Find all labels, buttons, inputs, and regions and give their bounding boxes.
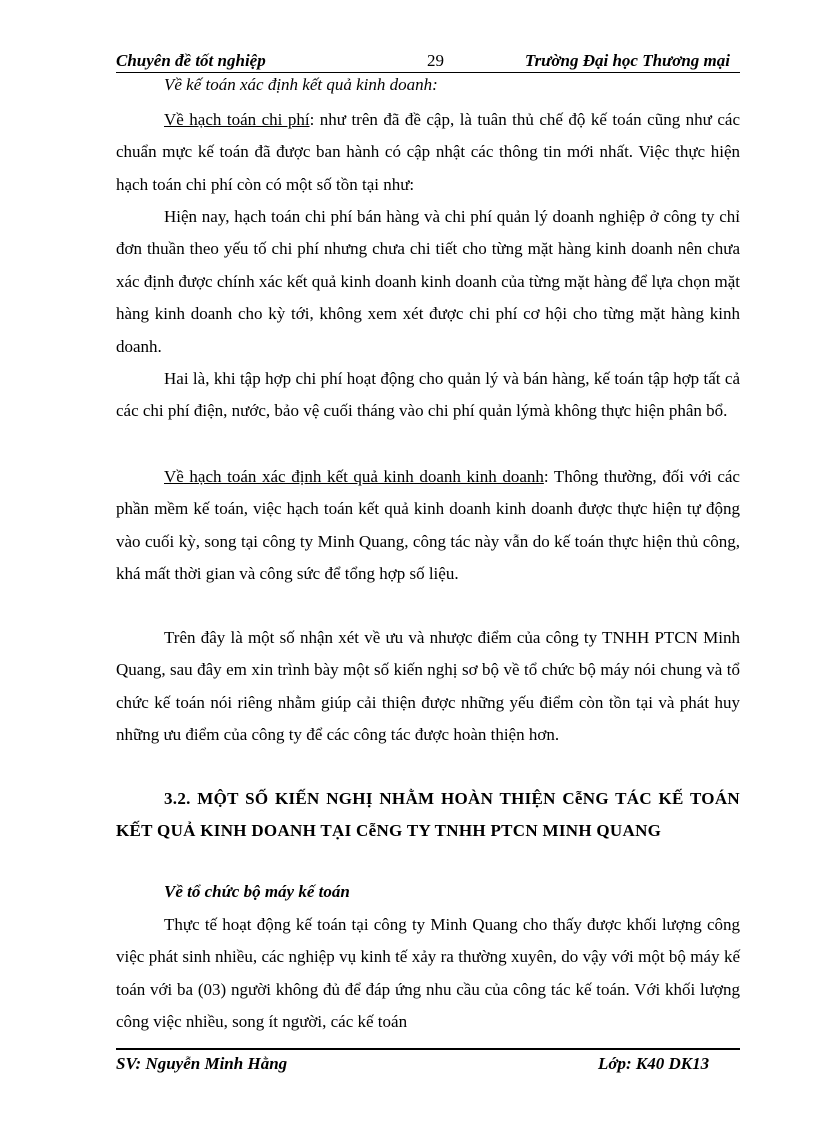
- footer-divider: [116, 1048, 740, 1050]
- lead-result-accounting: Về hạch toán xác định kết quả kinh doanh kinh doanh: [164, 467, 544, 486]
- paragraph-current-cost: Hiện nay, hạch toán chi phí bán hàng và chi phí quản lý doanh nghiệp ở công ty chỉ đơn thuần theo yếu tố chi phí nhưng chưa chi tiết cho từng mặt hàng kinh doanh nên chưa xác định được chính xác kết quả kinh doanh kinh doanh của từng mặt hàng để lựa chọn mặt hàng kinh doanh cho kỳ tới, không xem xét được chi phí cơ hội cho từng mặt hàng kinh doanh.: [116, 207, 740, 356]
- section-intro: Về kế toán xác định kết quả kinh doanh:: [164, 75, 438, 94]
- text-cost-accounting: : như trên đã đề cập, là tuân thủ chế độ kế toán cũng như các chuẩn mực kế toán đã được ban hành có cập nhật các thông tin mới nhất. Việc thực hiện hạch toán chi phí còn có một số tồn tại như:: [116, 110, 740, 194]
- text-result-accounting: : Thông thường, đối với các phần mềm kế toán, việc hạch toán kết quả kinh doanh kinh doanh được thực hiện tự động vào cuối kỳ, song tại công ty Minh Quang, công tác này vẫn do kế toán thực hiện thủ công, khá mất thời gian và công sức để tổng hợp số liệu.: [116, 467, 740, 584]
- paragraph-second-issue: Hai là, khi tập hợp chi phí hoạt động cho quản lý và bán hàng, kế toán tập hợp tất cả các chi phí điện, nước, bảo vệ cuối tháng vào chi phí quản lýmà không thực hiện phân bổ.: [116, 369, 740, 421]
- page-number: 29: [427, 51, 444, 70]
- footer-student: SV: Nguyễn Minh Hằng: [116, 1054, 288, 1073]
- paragraph-organization: Thực tế hoạt động kế toán tại công ty Minh Quang cho thấy được khối lượng công việc phát sinh nhiều, các nghiệp vụ kinh tế xảy ra thường xuyên, do vậy với một bộ máy kế toán với ba (03) người không đủ để đáp ứng nhu cầu của công tác kế toán. Với khối lượng công việc nhiều, song ít người, các kế toán: [116, 915, 740, 1032]
- footer-class: Lớp: K40 DK13: [598, 1054, 710, 1073]
- paragraph-result-accounting: [116, 461, 740, 591]
- paragraph-cost-accounting: [116, 104, 740, 201]
- header-title: Chuyên đề tốt nghiệp: [116, 51, 266, 70]
- header-school: Trường Đại học Thương mại: [524, 51, 730, 70]
- section-heading: 3.2. MỘT SỐ KIẾN NGHỊ NHẰM HOÀN THIỆN CễNG TÁC KẾ TOÁN KẾT QUẢ KINH DOANH TẠI CễNG TY TNHH PTCN MINH QUANG: [116, 789, 740, 840]
- lead-cost-accounting: Về hạch toán chi phí: [164, 110, 310, 129]
- paragraph-summary: Trên đây là một số nhận xét về ưu và nhược điểm của công ty TNHH PTCN Minh Quang, sau đây em xin trình bày một số kiến nghị sơ bộ về tổ chức bộ máy nói chung và tổ chức kế toán nói riêng nhằm giúp cải thiện được những yếu điểm còn tồn tại và phát huy những ưu điểm của công ty để các công tác được hoàn thiện hơn.: [116, 628, 740, 745]
- subheading: Về tổ chức bộ máy kế toán: [164, 882, 350, 901]
